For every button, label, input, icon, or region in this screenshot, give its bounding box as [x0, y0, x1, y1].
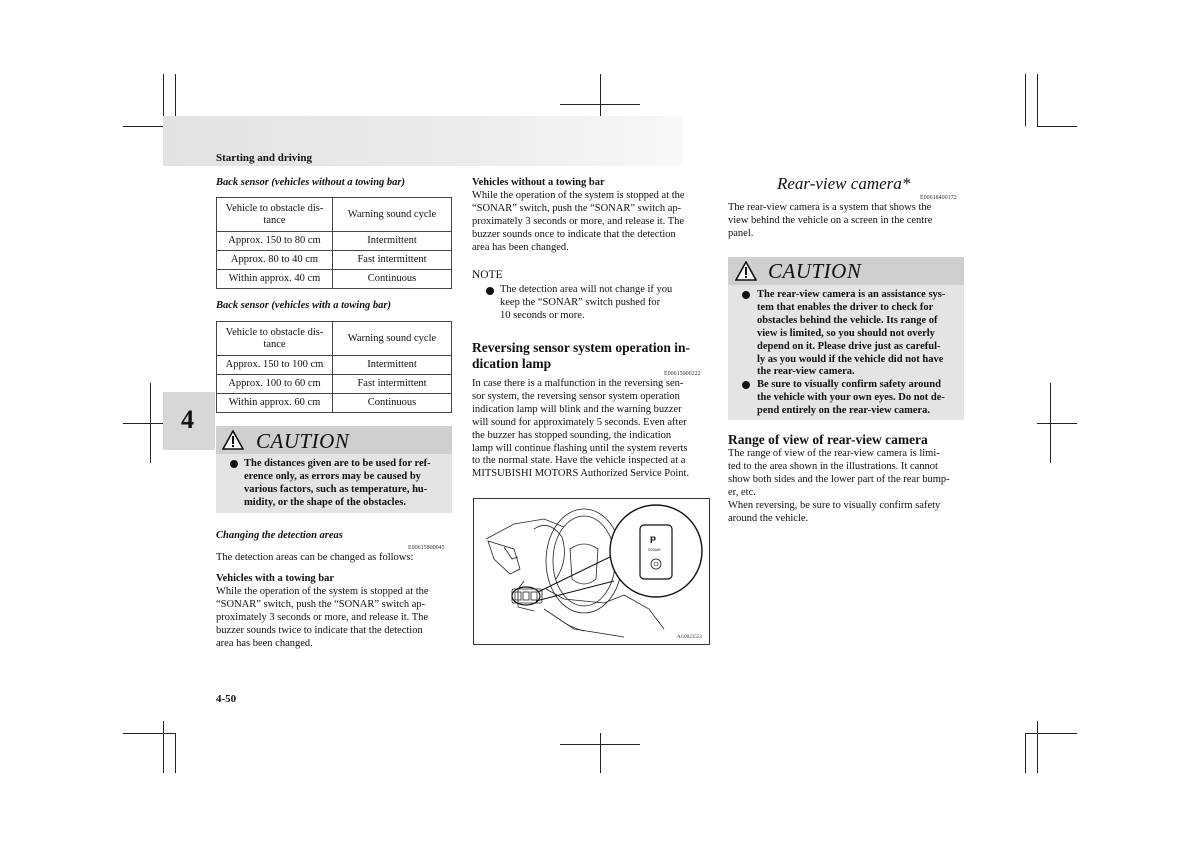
caution-text: The distances given are to be used for ref- erence only, as errors may be caused by various factors, such as temperature, hu- midity, or the shape of the obstacles.: [244, 458, 431, 508]
lamp-heading: Reversing sensor system operation in- dication lamp: [472, 340, 690, 371]
doc-code: E00618400172: [920, 195, 957, 201]
caution-title: CAUTION: [256, 429, 350, 453]
with-towbar-text: While the operation of the system is stopped at the “SONAR” switch, push the “SONAR” switch ap- proximately 3 seconds or more, and release it. The buzzer sounds twice to indicate that the detection area has been changed.: [216, 586, 429, 649]
changing-text: The detection areas can be changed as follows:: [216, 552, 414, 563]
with-towbar-subhead: Vehicles with a towing bar: [216, 573, 335, 584]
range-heading: Range of view of rear-view camera: [728, 432, 928, 447]
range-text: The range of view of the rear-view camera is limi- ted to the area shown in the illustrations. It cannot show both sides and the lower part of the rear bump- er, etc. When reversing, be sure to visually confirm safety around the vehicle.: [728, 448, 950, 524]
bullet-icon: [230, 460, 238, 468]
svg-text:SONAR: SONAR: [648, 548, 661, 552]
bullet-icon: [486, 287, 494, 295]
table-row: Approx. 150 to 100 cm Intermittent: [217, 356, 452, 375]
table-head-distance: Vehicle to obstacle dis- tance: [217, 322, 333, 356]
bullet-icon: [742, 291, 750, 299]
warning-triangle-icon: [222, 430, 244, 450]
table-head-sound: Warning sound cycle: [333, 322, 452, 356]
table-row: Within approx. 40 cm Continuous: [217, 270, 452, 289]
table-row: Approx. 80 to 40 cm Fast intermittent: [217, 251, 452, 270]
dashboard-illustration: [473, 498, 710, 645]
table1-title: Back sensor (vehicles without a towing bar): [216, 177, 406, 188]
rear-view-intro: The rear-view camera is a system that shows the view behind the vehicle on a screen in the centre panel.: [728, 202, 933, 239]
dashboard-drawing: [474, 499, 709, 644]
sensor-table-with-towbar: [216, 321, 452, 413]
doc-code: E00615900222: [664, 371, 701, 377]
rear-view-title: Rear-view camera*: [777, 174, 911, 193]
sensor-table-without-towbar: [216, 197, 452, 289]
chapter-number: 4: [181, 405, 194, 434]
caution-text-2: Be sure to visually confirm safety around the vehicle with your own eyes. Do not de- pend entirely on the rear-view camera.: [757, 379, 945, 416]
section-title: Starting and driving: [216, 152, 312, 164]
caution-text-1: The rear-view camera is an assistance sys- tem that enables the driver to check for obstacles behind the vehicle. Its range of view is limited, so you should not overly depend on it. Please drive just as careful- ly as you would if the vehicle did not have the rear-view camera.: [757, 289, 946, 378]
doc-code: E00615800045: [408, 545, 445, 551]
svg-text:P: P: [650, 535, 657, 545]
bullet-icon: [742, 381, 750, 389]
changing-title: Changing the detection areas: [216, 530, 343, 541]
note-label: NOTE: [472, 269, 503, 281]
table-row: Within approx. 60 cm Continuous: [217, 394, 452, 413]
lamp-text: In case there is a malfunction in the reversing sen- sor system, the reversing sensor system operation indication lamp will blink and the warning buzzer will sound for approximately 5 seconds. Even after the buzzer has stopped sounding, the indication lamp will continue flashing until the system reverts to the normal state. Have the vehicle inspected at a MITSUBISHI MOTORS Authorized Service Point.: [472, 378, 690, 480]
caution-title: CAUTION: [768, 259, 862, 283]
without-towbar-subhead: Vehicles without a towing bar: [472, 177, 605, 188]
table-head-distance: Vehicle to obstacle dis- tance: [217, 198, 333, 232]
warning-triangle-icon: [735, 261, 757, 281]
table-head-sound: Warning sound cycle: [333, 198, 452, 232]
figure-code: AG0023553: [677, 635, 702, 640]
table-row: Approx. 150 to 80 cm Intermittent: [217, 232, 452, 251]
note-text: The detection area will not change if you keep the “SONAR” switch pushed for 10 seconds or more.: [500, 284, 673, 321]
page-number: 4-50: [216, 693, 237, 705]
table-row: Approx. 100 to 60 cm Fast intermittent: [217, 375, 452, 394]
table2-title: Back sensor (vehicles with a towing bar): [216, 300, 392, 311]
without-towbar-text: While the operation of the system is stopped at the “SONAR” switch, push the “SONAR” switch ap- proximately 3 seconds or more, and release it. The buzzer sounds once to indicate that the detection area has been changed.: [472, 190, 685, 253]
